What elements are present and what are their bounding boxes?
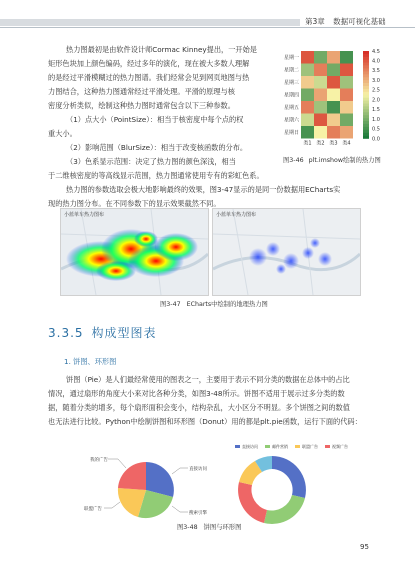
param-item-3: （3）色系显示范围：决定了热力图的颜色深浅，相当 [66, 157, 236, 166]
colorbar-segment [363, 77, 369, 80]
colorbar-segment [363, 69, 369, 72]
colorbar-segment [363, 106, 369, 109]
colorbar-segment [363, 71, 369, 74]
figure-3-47-text: ECharts中绘制的地理热力图 [186, 301, 268, 308]
donut-legend-2: 邮件营销 [272, 444, 288, 449]
heatmap-cell [301, 51, 314, 64]
colorbar-segment [363, 60, 369, 63]
figure-3-47-number: 图3-47 [160, 301, 181, 308]
colorbar-segment [363, 86, 369, 89]
chapter-label: 第3章 [305, 17, 325, 26]
heatmap-cell [340, 114, 353, 127]
colorbar-segment [363, 136, 369, 139]
donut-segment-2 [264, 495, 305, 524]
heatmap-row-label: 星期三 [283, 80, 299, 87]
pie-label-direct: 直接访问 [189, 467, 207, 472]
heatmap-row-label: 星期一 [283, 55, 299, 62]
donut-segment-1 [272, 456, 306, 498]
colorbar-tick-label: 0.0 [372, 136, 380, 143]
param-item-3-cont: 于二维核密度的等高线显示范围，热力图通常使用专有的彩虹色系。 [48, 171, 264, 180]
colorbar-tick-label: 2.0 [372, 97, 380, 104]
heatmap-cell [340, 89, 353, 102]
heatmap-cell [340, 126, 353, 139]
param-item-2: （2）影响范围（BlurSize）：相当于改变核函数的分布。 [66, 143, 248, 152]
heatmap-cell [314, 89, 327, 102]
heatmap-para-line-2: 矩形色块加上颜色编码，经过多年的演化，现在被大多数人理解 [48, 59, 250, 68]
colorbar-tick-label: 2.5 [372, 87, 380, 94]
figure-3-46-text: plt.imshow绘制的热力图 [308, 157, 381, 164]
pie-para-line-1: 饼图（Pie）是人们最经常使用的图表之一，主要用于表示不同分类的数据在总体中的占比 [66, 375, 350, 384]
heatmap-para-line-5: 密度分析类似，绘制这种热力图时通常包含以下三种参数。 [48, 101, 235, 110]
heatmap-col-label: 类2 [316, 140, 325, 147]
heatmap-row-label: 星期六 [283, 117, 299, 124]
figure-3-46-caption [283, 155, 381, 164]
donut-legend-3: 联盟广告 [302, 444, 318, 449]
colorbar-tick-label: 3.0 [372, 77, 380, 84]
donut-chart-canvas [222, 444, 372, 532]
colorbar-tick-label: 4.5 [372, 48, 380, 55]
heatmap-cell [301, 76, 314, 89]
heatmap-para2-line-1: 热力图的参数选取会极大地影响最终的效果，图3-47显示的是同一份数据用ECharts实 [66, 185, 341, 194]
heatmap-col-label: 类4 [342, 140, 351, 147]
heatmap-cell [327, 126, 340, 139]
colorbar-segment [363, 57, 369, 60]
pie-para-line-2: 情况，通过扇形的角度大小来对比各种分类，如图3-48所示。饼图不适用于展示过多分类的数 [48, 389, 345, 398]
colorbar-segment [363, 92, 369, 95]
colorbar-segment [363, 98, 369, 101]
map-heatmap-right [212, 208, 361, 296]
param-item-1-cont: 重大小。 [48, 129, 77, 138]
pie-label-alliance: 联盟广告 [84, 507, 102, 512]
heatmap-col-label: 类1 [303, 140, 312, 147]
heatmap-cell [327, 101, 340, 114]
heatmap-row-label: 星期日 [283, 130, 299, 137]
colorbar-segment [363, 115, 369, 118]
figure-3-48-text: 饼图与环形图 [203, 524, 242, 531]
colorbar-segment [363, 54, 369, 57]
pie-label-search: 搜索引擎 [189, 511, 207, 516]
map-right-canvas [213, 209, 360, 295]
colorbar-segment [363, 89, 369, 92]
heatmap-cell [314, 76, 327, 89]
heatmap-row-label: 星期四 [283, 92, 299, 99]
colorbar-tick-label: 4.0 [372, 58, 380, 65]
colorbar-tick-label: 1.5 [372, 107, 380, 114]
heatmap-cell [327, 64, 340, 77]
colorbar-tick-label: 3.5 [372, 68, 380, 75]
subsection-heading: 1. 饼图、环形图 [64, 357, 117, 366]
heatmap-cell [340, 64, 353, 77]
heatmap-col-label: 类3 [329, 140, 338, 147]
figure-3-48-caption [177, 522, 241, 531]
pie-para-line-3: 据，随着分类的增多，每个扇形面积会变小，结构杂乱，大小区分不明显。多个饼图之间的数值 [48, 403, 350, 412]
colorbar-segment [363, 80, 369, 83]
map-left-canvas [61, 209, 208, 295]
heatmap-cell [327, 76, 340, 89]
pie-slice-mine [118, 462, 146, 490]
pie-label-mine: 我的广告 [90, 458, 108, 463]
colorbar-segment [363, 118, 369, 121]
heatmap-cell [327, 51, 340, 64]
donut-segment-3 [238, 482, 267, 523]
heatmap-cell [327, 89, 340, 102]
heatmap-para-line-1: 热力图最初是由软件设计师Cormac Kinney提出，一开始是 [66, 45, 257, 54]
heatmap-cell [327, 114, 340, 127]
colorbar-segment [363, 66, 369, 69]
heatmap-cell [301, 126, 314, 139]
colorbar-segment [363, 104, 369, 107]
map-right-title: 小蓝单车热力图布 [216, 212, 257, 218]
header-bar [0, 19, 300, 26]
heatmap-row-label: 星期五 [283, 105, 299, 112]
colorbar-segment [363, 112, 369, 115]
param-item-1: （1）点大小（PointSize）：相当于核密度中每个点的权 [66, 115, 244, 124]
colorbar-segment [363, 127, 369, 130]
heatmap-cell [301, 114, 314, 127]
heatmap-row-label: 星期二 [283, 67, 299, 74]
heatmap-cell [314, 64, 327, 77]
donut-legend-1: 直接访问 [242, 444, 258, 449]
heatmap-cell [314, 101, 327, 114]
colorbar-segment [363, 101, 369, 104]
figure-3-47-caption [160, 299, 268, 308]
pie-para-line-4: 也无法进行比较。Python中绘制饼图和环形图（Donut）用的都是plt.pie函数，运行下面的代码： [48, 417, 362, 426]
heatmap-cell [301, 64, 314, 77]
figure-3-48-number: 图3-48 [177, 524, 198, 531]
heatmap-cell [314, 126, 327, 139]
donut-chart [222, 444, 372, 532]
heatmap-para-line-3: 的是经过平滑模糊过的热力图谱。我们经常会见到网页地图与热 [48, 73, 250, 82]
colorbar-segment [363, 121, 369, 124]
heatmap-cell [314, 114, 327, 127]
heatmap-para-line-4: 力图结合，这种热力图通常经过平滑处理。平滑的原理与核 [48, 87, 235, 96]
pie-chart-canvas [68, 444, 218, 532]
heatmap-cell [340, 101, 353, 114]
colorbar-segment [363, 130, 369, 133]
heatmap-cell [301, 89, 314, 102]
colorbar-segment [363, 83, 369, 86]
heatmap-cell [340, 76, 353, 89]
colorbar-segment [363, 124, 369, 127]
colorbar-segment [363, 51, 369, 54]
heatmap-para2-line-2: 现的热力图分布。在不同参数下的显示效果截然不同。 [48, 199, 221, 208]
colorbar-tick-label: 1.0 [372, 116, 380, 123]
colorbar-segment [363, 109, 369, 112]
heatmap-cell [301, 101, 314, 114]
donut-legend-4: 视频广告 [332, 444, 348, 449]
section-heading [48, 324, 157, 341]
map-left-title: 小蓝单车热力图布 [64, 212, 105, 218]
pie-chart [68, 444, 218, 532]
section-number: 3.3.5 [48, 326, 84, 340]
figure-3-46-number: 图3-46 [283, 157, 304, 164]
map-heatmap-left [60, 208, 209, 296]
page-number: 95 [360, 543, 369, 551]
imshow-heatmap [271, 45, 401, 153]
header-rule [0, 27, 415, 28]
heatmap-cell [314, 51, 327, 64]
section-title: 构成型图表 [91, 326, 157, 340]
colorbar-segment [363, 95, 369, 98]
heatmap-cell [340, 51, 353, 64]
colorbar-tick-label: 0.5 [372, 126, 380, 133]
chapter-title: 数据可视化基础 [333, 17, 386, 26]
colorbar-segment [363, 74, 369, 77]
running-header [305, 16, 386, 27]
colorbar-segment [363, 63, 369, 66]
colorbar-segment [363, 133, 369, 136]
